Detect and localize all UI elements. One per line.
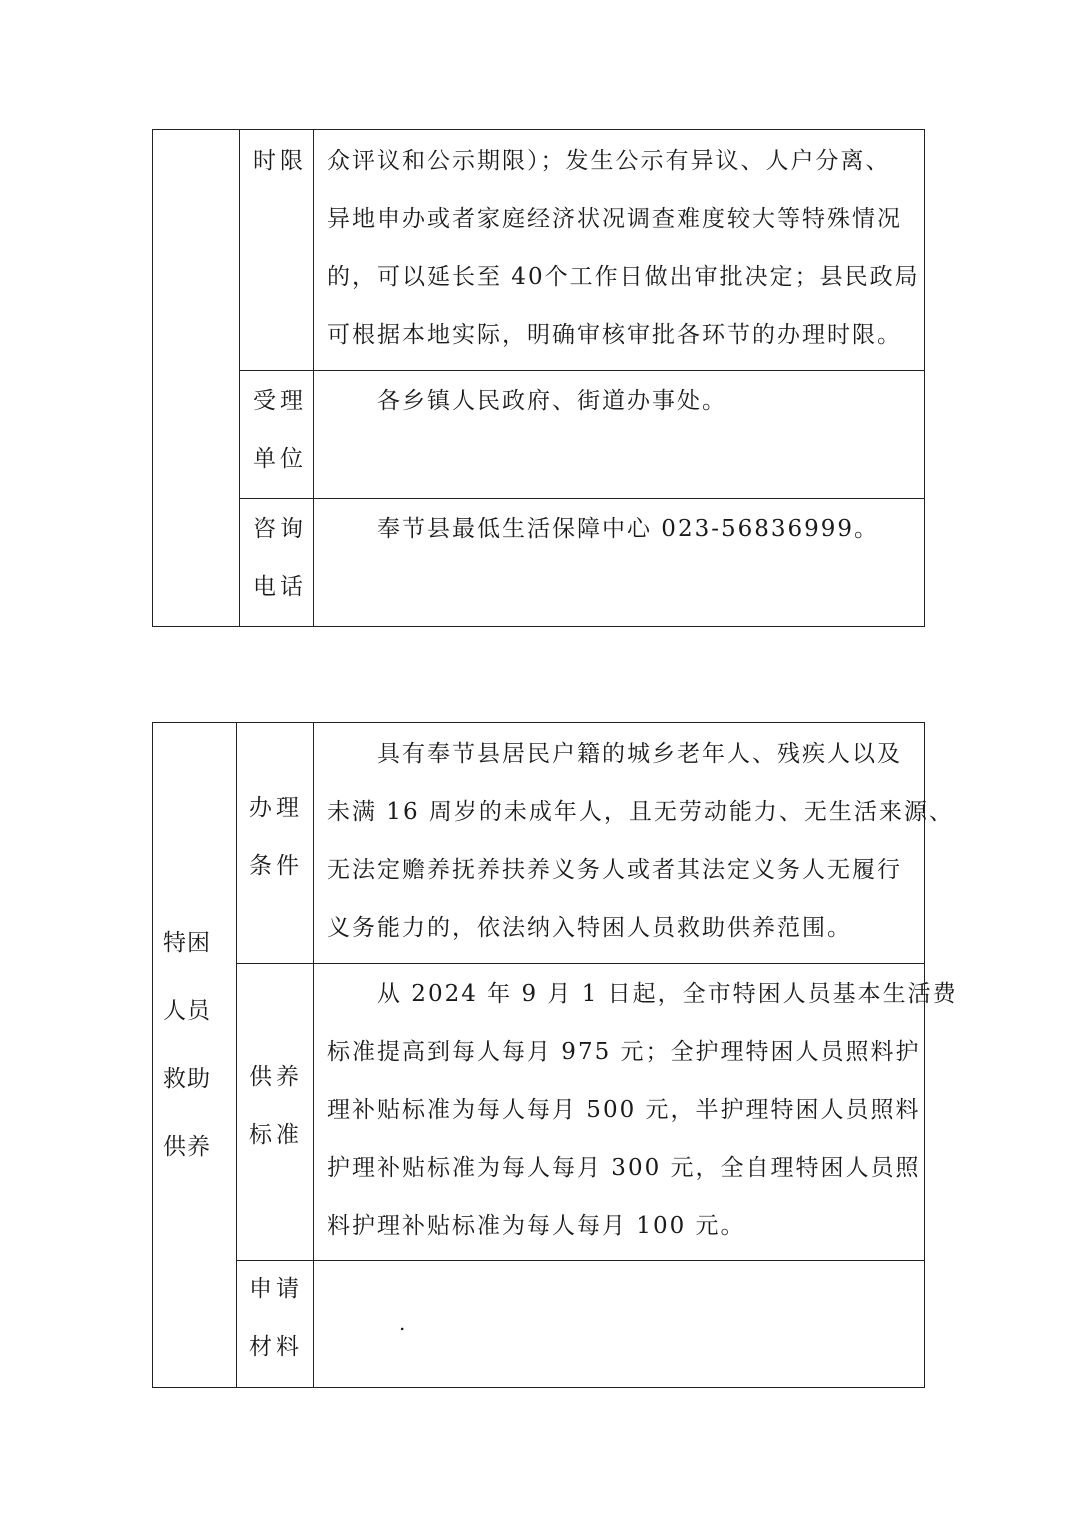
table-1-divider-category: [239, 130, 240, 626]
row-label-materials: 申请 材料: [249, 1276, 303, 1360]
category-label: 特困 人员 救助 供养: [163, 930, 211, 1160]
row-label-accepting-unit: 受理 单位: [253, 388, 307, 472]
table-1: [152, 129, 925, 627]
table-2-divider-category: [236, 723, 237, 1387]
table-1-row-divider: [240, 370, 924, 371]
table-1-divider-label: [313, 130, 314, 626]
row-content-time-limit: 众评议和公示期限）；发生公示有异议、人户分离、 异地申办或者家庭经济状况调查难度较大等特殊情况 的，可以延长至 40个工作日做出审批决定；县民政局 可根据本地实际，明确审核审批各环节的办理时限。: [327, 148, 920, 348]
table-1-row-divider: [240, 498, 924, 499]
row-content-conditions: 具有奉节县居民户籍的城乡老年人、残疾人以及 未满 16 周岁的未成年人，且无劳动能力、无生活来源、 无法定赡养抚养扶养义务人或者其法定义务人无履行 义务能力的，依法纳入特困人员救助供养范围。: [327, 741, 954, 941]
row-label-consult-phone: 咨询 电话: [253, 516, 307, 600]
table-2: [152, 722, 958, 1388]
table-2-row-divider: [237, 1260, 924, 1261]
table-2-row-divider: [237, 963, 924, 964]
row-content-consult-phone: 奉节县最低生活保障中心 023-56836999。: [377, 516, 880, 542]
row-label-conditions: 办理 条件: [249, 795, 303, 879]
row-label-standard: 供养 标准: [249, 1064, 303, 1148]
table-2-divider-label: [313, 723, 314, 1387]
row-content-standard: 从 2024 年 9 月 1 日起，全市特困人员基本生活费 标准提高到每人每月 975 元；全护理特困人员照料护 理补贴标准为每人每月 500 元，半护理特困人员照料 护理补贴标准为每人每月 300 元，全自理特困人员照 料护理补贴标准为每人每月 100 元。: [327, 981, 958, 1239]
row-label-time-limit: 时限: [253, 148, 307, 174]
row-content-accepting-unit: 各乡镇人民政府、街道办事处。: [377, 388, 727, 414]
row-content-materials: .: [399, 1311, 406, 1335]
